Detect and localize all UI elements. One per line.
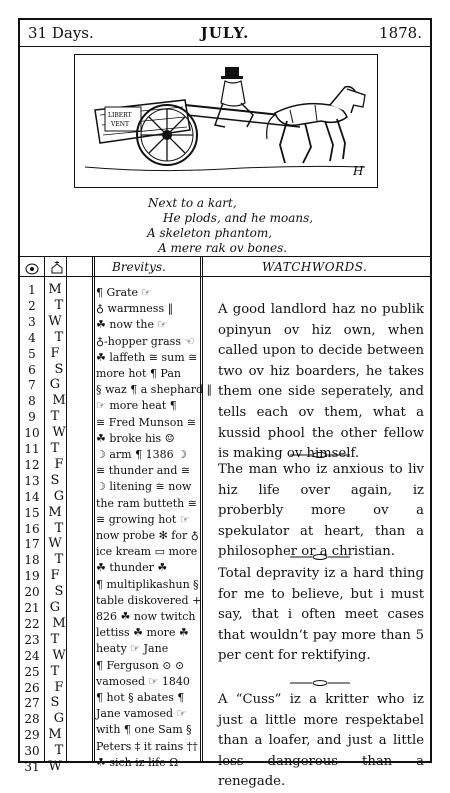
brevity-line: vamosed ☞ 1840 <box>96 674 190 688</box>
day-of-week: T <box>54 520 64 536</box>
day-of-week: M <box>48 282 62 297</box>
brevity-line: ☘ broke his ☺ <box>96 431 175 445</box>
day-of-week: T <box>50 441 60 456</box>
brevity-line: more hot ¶ Pan <box>96 367 181 380</box>
day-of-week: G <box>53 711 65 727</box>
day-of-week: F <box>50 568 60 584</box>
brevity-line: the ram butteth ≅ <box>96 496 197 510</box>
brevity-line: ≅ Fred Munson ≅ <box>96 415 197 429</box>
day-of-week: T <box>54 743 64 759</box>
day-number: 1 <box>28 283 36 297</box>
watchwords-heading: WATCHWORDS. <box>262 260 368 274</box>
day-of-week: S <box>54 361 64 377</box>
horse-cart-drawing <box>75 55 375 185</box>
ornament-3 <box>290 672 350 680</box>
day-number: 17 <box>24 537 40 552</box>
day-number: 5 <box>28 346 36 361</box>
day-of-week: T <box>54 552 64 568</box>
day-of-week: S <box>54 584 64 600</box>
day-number: 7 <box>28 378 36 393</box>
brevitys-heading: Brevitys. <box>112 260 166 274</box>
brevity-line: ♁ warmness ‖ <box>96 302 174 316</box>
day-number: 14 <box>24 489 40 504</box>
almanac-page <box>18 18 432 790</box>
day-of-week: M <box>48 727 62 743</box>
day-of-week: T <box>50 663 60 679</box>
brevity-line: heaty ☞ Jane <box>96 642 169 656</box>
brevity-line: ≅ thunder and ≅ <box>96 464 191 478</box>
brevity-line: Jane vamosed ☞ <box>96 707 187 721</box>
day-of-week: M <box>52 393 66 409</box>
day-number: 23 <box>24 632 40 647</box>
day-number: 2 <box>28 298 36 313</box>
day-of-week: W <box>48 313 62 329</box>
day-of-week: F <box>54 456 64 472</box>
days-count: 31 Days. <box>28 24 94 42</box>
day-number: 10 <box>24 426 40 441</box>
day-of-week: M <box>52 615 66 631</box>
brevity-line: with ¶ one Sam § <box>96 723 192 737</box>
artist-monogram: H <box>353 164 364 178</box>
day-number: 16 <box>24 521 40 536</box>
watchword-1: A good landlord haz no publik opinyun ov hiz own, when called upon to decide between two ov hiz boarders, he takes them one side seperately, and tells each ov them, what a kussid phool the other fellow is making ov himself. <box>218 302 424 462</box>
brevity-line: lettiss ☘ more ☘ <box>96 626 189 640</box>
day-of-week: T <box>50 409 60 425</box>
verse-line-2: He plods, and he moans, <box>163 211 314 225</box>
brevity-line: ice kream ▭ more <box>96 545 198 559</box>
header-rule-left <box>20 276 94 277</box>
cart-illustration <box>74 54 378 188</box>
day-number: 21 <box>24 601 40 615</box>
ornament-2 <box>290 546 350 554</box>
brevity-line: Peters ‡ it rains †† <box>96 739 198 753</box>
day-of-week: W <box>48 759 62 774</box>
brevity-line: ☽ arm ¶ 1386 ☽ <box>96 448 187 461</box>
day-of-week: M <box>48 504 62 520</box>
day-of-week: W <box>52 425 66 441</box>
day-of-week: T <box>54 297 64 313</box>
svg-text:VENT: VENT <box>111 121 129 128</box>
day-of-week: S <box>50 472 60 488</box>
day-of-week: W <box>52 647 66 663</box>
day-of-week: S <box>50 695 60 711</box>
day-number: 9 <box>28 410 36 425</box>
brevity-line: ≅ growing hot ☞ <box>96 512 190 526</box>
day-of-week: W <box>48 536 62 552</box>
sign-text: LIBERT <box>108 112 132 119</box>
day-number: 27 <box>24 696 40 711</box>
day-number: 4 <box>28 330 36 345</box>
day-of-week: F <box>50 345 60 361</box>
day-number: 18 <box>24 553 40 568</box>
brevity-line: ♁-hopper grass ☜ <box>96 334 195 348</box>
brevity-line: ¶ multiplikashun § <box>96 577 199 591</box>
day-of-week: G <box>49 377 61 393</box>
page-header <box>20 20 430 47</box>
day-number: 15 <box>24 505 40 520</box>
brevity-line: ☘ laffeth ≅ sum ≅ <box>96 350 198 364</box>
header-rule-mid <box>94 276 202 277</box>
brevity-line: now probe ✻ for ♁ <box>96 529 199 542</box>
brevity-line: ☘ now the ☞ <box>96 318 168 332</box>
header-rule-right <box>202 276 430 277</box>
brevity-line: ¶ hot § abates ¶ <box>96 691 185 704</box>
day-number: 8 <box>28 394 36 409</box>
day-of-week: T <box>54 329 64 345</box>
day-number: 25 <box>24 664 40 679</box>
col-divider-4 <box>200 256 203 763</box>
brevity-line: table diskovered + <box>96 593 202 607</box>
watchword-2: The man who iz anxious to liv hiz life over again, iz proberbly more ov a spekulator at heart, than a philosopher or a christian. <box>218 462 424 560</box>
day-number: 19 <box>24 569 40 584</box>
day-number: 24 <box>24 648 40 663</box>
brevity-line: § waz ¶ a shephard ‖ <box>96 383 213 397</box>
brevity-line: ¶ Grate ☞ <box>96 286 152 299</box>
brevity-line: 826 ☘ now twitch <box>96 610 196 623</box>
verse-line-4: A mere rak ov bones. <box>158 241 288 255</box>
day-number: 28 <box>24 712 40 727</box>
verse-line-3: A skeleton phantom, <box>147 226 273 240</box>
col-divider-1 <box>44 256 45 763</box>
brevity-line: ☘ sich iz life Ω <box>96 755 179 769</box>
day-of-week: T <box>50 631 60 647</box>
day-number: 13 <box>24 473 40 488</box>
calendar-table <box>20 256 430 790</box>
day-of-week: G <box>53 488 65 504</box>
watchword-4: A “Cuss” iz a kritter who iz just a little more respektabel than a loafer, and just a little less dangerous than a renegade. <box>218 692 424 790</box>
year-label: 1878. <box>379 24 422 42</box>
day-number: 26 <box>24 680 40 695</box>
brevity-line: ¶ Ferguson ⊙ ⊙ <box>96 658 185 672</box>
brevity-line: ☘ thunder ☘ <box>96 561 168 575</box>
verse-line-1: Next to a kart, <box>148 196 237 210</box>
day-number: 6 <box>28 362 36 377</box>
watchword-3: Total depravity iz a hard thing for me to believe, but i must say, that i often meet cases that wouldn’t pay more than 5 per cent for rektifying. <box>218 566 424 664</box>
brevity-line: ☞ more heat ¶ <box>96 399 177 413</box>
month-title: JULY. <box>200 24 250 42</box>
day-of-week: F <box>54 679 64 695</box>
day-number: 22 <box>24 616 40 631</box>
day-number: 11 <box>24 442 40 456</box>
day-number: 31 <box>24 760 40 774</box>
col-divider-3 <box>92 256 95 763</box>
day-number: 29 <box>24 728 40 743</box>
day-number: 12 <box>24 457 40 472</box>
day-number: 30 <box>24 744 40 759</box>
brevity-line: ☽ litening ≅ now <box>96 480 192 494</box>
day-number: 3 <box>28 314 36 329</box>
day-of-week: G <box>49 600 61 615</box>
day-number: 20 <box>24 585 40 600</box>
ornament-1 <box>290 444 350 452</box>
